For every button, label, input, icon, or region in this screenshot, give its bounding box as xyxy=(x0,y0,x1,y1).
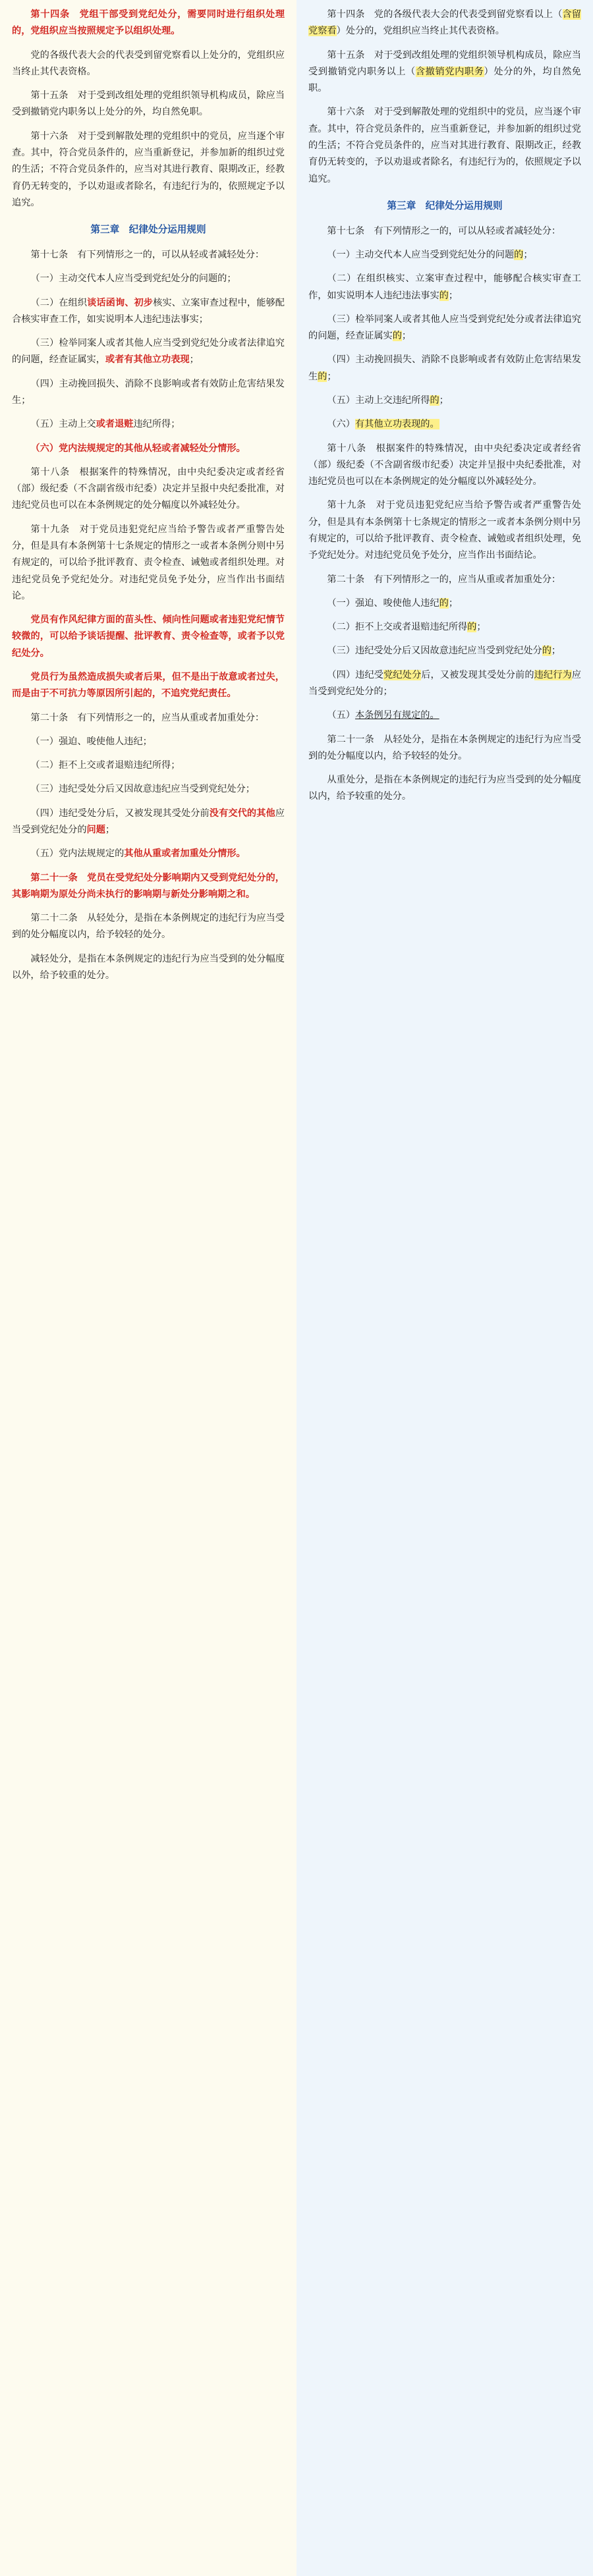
text-run: （五）主动上交违纪所得 xyxy=(327,395,430,406)
text-run: 第十六条 对于受到解散处理的党组织中的党员，应当逐个审查。其中，符合党员条件的，应当重新登记，并参加新的组织过党的生活；不符合党员条件的，应当对其进行教育、限期改正，经教育仍无转变的，予以劝退或者除名，有违纪行为的，依照规定予以追究。 xyxy=(12,130,285,208)
text-run: 减轻处分，是指在本条例规定的违纪行为应当受到的处分幅度以外，给予较重的处分。 xyxy=(12,953,285,981)
text-run: 应当受到党纪处分的 xyxy=(12,808,285,835)
document-paragraph xyxy=(308,312,581,345)
text-run: 党的各级代表大会的代表受到留党察看以上处分的，党组织应当终止其代表资格。 xyxy=(12,49,285,77)
text-run: 有其他立功表现的。 xyxy=(354,419,439,430)
text-run: 本条例另有规定的。 xyxy=(354,710,439,721)
text-run: 第十五条 对于受到改组处理的党组织领导机构成员，除应当受到撤销党内职务以上（ xyxy=(308,49,581,77)
document-paragraph xyxy=(12,247,285,263)
text-run: 的 xyxy=(514,250,524,261)
text-run: ； xyxy=(105,824,115,835)
document-paragraph xyxy=(12,846,285,862)
text-run: 或者有其他立功表现 xyxy=(105,354,190,366)
text-run: ； xyxy=(189,354,199,366)
text-run: 第二十一条 从轻处分，是指在本条例规定的违纪行为应当受到的处分幅度以内，给予较轻的处分。 xyxy=(308,734,581,761)
text-run: （二）拒不上交或者退赔违纪所得 xyxy=(327,622,468,633)
text-run: 第二十条 有下列情形之一的，应当从重或者加重处分： xyxy=(327,574,561,585)
text-run: 第十六条 对于受到解散处理的党组织中的党员，应当逐个审查。其中，符合党员条件的，应当重新登记，并参加新的组织过党的生活；不符合党员条件的，应当对其进行教育、限期改正，经教育仍无转变的，予以劝退或者除名，有违纪行为的，依照规定予以追究。 xyxy=(308,107,581,184)
text-run: （四）主动挽回损失、消除不良影响或者有效防止危害结果发生； xyxy=(12,378,285,406)
text-run: 应当受到党纪处分的； xyxy=(308,669,581,697)
text-run: 党纪处分 xyxy=(383,669,422,680)
document-paragraph xyxy=(308,707,581,724)
document-paragraph xyxy=(308,497,581,564)
document-paragraph xyxy=(308,572,581,588)
document-paragraph xyxy=(308,393,581,409)
text-run: 或者退赃 xyxy=(96,419,134,430)
text-run: ； xyxy=(327,371,337,382)
text-run: 第二十条 有下列情形之一的，应当从重或者加重处分： xyxy=(30,712,265,723)
text-run: （五） xyxy=(327,710,355,721)
text-run: （三）检举同案人或者其他人应当受到党纪处分或者法律追究的问题，经查证属实 xyxy=(308,314,581,342)
text-run: ； xyxy=(476,622,486,633)
chapter-heading xyxy=(308,198,581,215)
text-run: 第十五条 对于受到改组处理的党组织领导机构成员，除应当受到撤销党内职务以上处分的外，均自然免职。 xyxy=(12,90,285,118)
document-paragraph xyxy=(12,951,285,985)
document-paragraph xyxy=(308,352,581,385)
text-run: （一）强迫、唆使他人违纪； xyxy=(30,736,152,747)
text-run: 的 xyxy=(542,645,551,657)
document-paragraph xyxy=(308,104,581,187)
document-paragraph xyxy=(12,464,285,514)
text-run: 第十四条 党组干部受到党纪处分，需要同时进行组织处理的，党组织应当按照规定予以组织处理。 xyxy=(12,9,285,37)
text-run: ； xyxy=(523,250,533,261)
document-paragraph xyxy=(308,619,581,636)
text-run: （五）主动上交 xyxy=(30,419,96,430)
text-run: 的 xyxy=(467,622,477,633)
document-paragraph xyxy=(12,781,285,798)
text-run: （二）拒不上交或者退赔违纪所得； xyxy=(30,760,181,771)
document-paragraph xyxy=(308,643,581,659)
document-paragraph xyxy=(308,772,581,806)
document-paragraph xyxy=(308,595,581,612)
text-run: 的 xyxy=(439,290,449,301)
text-run: ； xyxy=(448,597,459,609)
text-run: 第二十一条 党员在受党纪处分影响期内又受到党纪处分的，其影响期为原处分尚未执行的影响期与新处分影响期之和。 xyxy=(12,872,285,900)
text-run: ； xyxy=(448,290,459,301)
document-paragraph xyxy=(12,7,285,40)
text-run: （三）检举同案人或者其他人应当受到党纪处分或者法律追究的问题，经查证属实， xyxy=(12,338,285,366)
text-run: 含撤销党内职务 xyxy=(415,66,484,77)
document-paragraph xyxy=(12,612,285,662)
text-run: 谈话函询、初步 xyxy=(87,297,154,308)
text-run: ； xyxy=(551,645,561,657)
document-paragraph xyxy=(12,295,285,329)
document-paragraph xyxy=(12,376,285,410)
text-run: ）处分的外，均自然免职。 xyxy=(308,66,581,94)
text-run: 党员有作风纪律方面的苗头性、倾向性问题或者违犯党纪情节较微的，可以给予谈话提醒、批评教育、责令检查等，或者予以党纪处分。 xyxy=(12,615,285,659)
text-run: 的 xyxy=(318,371,327,382)
document-paragraph xyxy=(12,669,285,703)
text-run: 党员行为虽然造成损失或者后果，但不是出于故意或者过失，而是由于不可抗力等原因所引起的，不追究党纪责任。 xyxy=(12,671,285,699)
text-run: （四）违纪受 xyxy=(327,669,384,680)
document-paragraph xyxy=(12,441,285,457)
text-run: （一）强迫、唆使他人违纪 xyxy=(327,597,439,609)
text-run: 第十八条 根据案件的特殊情况，由中央纪委决定或者经省（部）级纪委（不含副省级市纪委）决定并呈报中央纪委批准，对违纪党员也可以在本条例规定的处分幅度以外减轻处分。 xyxy=(12,466,285,511)
text-run: 核实、立案审查过程中，能够配合核实审查工作，如实说明本人违纪违法事实； xyxy=(12,297,285,325)
document-paragraph xyxy=(308,667,581,701)
text-run: 第二十二条 从轻处分，是指在本条例规定的违纪行为应当受到的处分幅度以内，给予较轻的处分。 xyxy=(12,913,285,941)
text-run: （三）违纪受处分后又因故意违纪应当受到党纪处分； xyxy=(30,784,255,795)
text-run: （二）在组织核实、立案审查过程中，能够配合核实审查工作，如实说明本人违纪违法事实 xyxy=(308,273,581,301)
text-run: （二）在组织 xyxy=(30,297,88,308)
text-run: 的 xyxy=(392,331,402,342)
document-paragraph xyxy=(308,47,581,97)
text-run: 第十八条 根据案件的特殊情况，由中央纪委决定或者经省（部）级纪委（不含副省级市纪委）决定并呈报中央纪委批准，对违纪党员也可以在本条例规定的处分幅度以外减轻处分。 xyxy=(308,443,581,487)
text-run: （四）主动挽回损失、消除不良影响或者有效防止危害结果发生 xyxy=(308,354,581,382)
chapter-heading xyxy=(12,222,285,239)
document-paragraph xyxy=(12,335,285,369)
document-paragraph xyxy=(308,416,581,433)
document-paragraph xyxy=(12,271,285,287)
text-run: （三）违纪受处分后又因故意违纪应当受到党纪处分 xyxy=(327,645,542,657)
text-run: （五）党内法规规定的 xyxy=(30,848,125,860)
text-run: （六）党内法规规定的其他从轻或者减轻处分情形。 xyxy=(30,443,246,454)
document-paragraph xyxy=(12,47,285,81)
text-run: 后，又被发现其受处分前的 xyxy=(421,669,534,680)
text-run: 第十九条 对于党员违犯党纪应当给予警告或者严重警告处分，但是具有本条例第十七条规定的情形之一或者本条例分则中另有规定的，可以给予批评教育、责令检查、诫勉或者组织处理。对违纪党员免予党纪处分。对违纪党员免予处分，应当作出书面结论。 xyxy=(12,524,285,601)
document-paragraph xyxy=(308,247,581,263)
text-run: 第十四条 党的各级代表大会的代表受到留党察看以上（ xyxy=(327,9,563,20)
text-run: 的 xyxy=(430,395,439,406)
text-run: ； xyxy=(439,395,449,406)
text-run: 从重处分，是指在本条例规定的违纪行为应当受到的处分幅度以内，给予较重的处分。 xyxy=(308,775,581,802)
document-paragraph xyxy=(12,734,285,750)
document-paragraph xyxy=(308,271,581,304)
text-run: ）处分的，党组织应当终止其代表资格。 xyxy=(336,26,505,37)
text-run: 第十七条 有下列情形之一的，可以从轻或者减轻处分： xyxy=(327,225,561,236)
text-run: （四）违纪受处分后，又被发现其受处分前 xyxy=(30,808,210,819)
text-run: 含留党察看 xyxy=(308,9,581,37)
document-paragraph xyxy=(12,910,285,944)
document-paragraph xyxy=(12,128,285,211)
text-run: 第三章 纪律处分运用规则 xyxy=(90,225,206,236)
document-paragraph xyxy=(12,870,285,904)
text-run: （六） xyxy=(327,419,355,430)
document-paragraph xyxy=(12,522,285,605)
document-paragraph xyxy=(12,757,285,774)
document-paragraph xyxy=(308,7,581,40)
text-run: （一）主动交代本人应当受到党纪处分的问题的； xyxy=(30,273,237,285)
text-run: 没有交代的其他 xyxy=(209,808,275,819)
text-run: 第三章 纪律处分运用规则 xyxy=(387,200,503,211)
document-paragraph xyxy=(12,416,285,433)
document-paragraph xyxy=(12,710,285,726)
document-paragraph xyxy=(12,88,285,121)
document-paragraph xyxy=(308,223,581,240)
text-run: 的 xyxy=(439,597,449,609)
text-run: 违纪行为 xyxy=(534,669,572,680)
text-run: ； xyxy=(401,331,412,342)
text-run: （一）主动交代本人应当受到党纪处分的问题 xyxy=(327,250,515,261)
text-run: 其他从重或者加重处分情形。 xyxy=(124,848,246,860)
document-paragraph xyxy=(308,732,581,765)
text-run: 第十七条 有下列情形之一的，可以从轻或者减轻处分： xyxy=(30,250,265,261)
text-run: 违纪所得； xyxy=(133,419,181,430)
column-old-version xyxy=(0,0,296,2576)
document-paragraph xyxy=(12,806,285,839)
text-run: 问题 xyxy=(86,824,105,835)
column-new-version xyxy=(296,0,593,2576)
document-paragraph xyxy=(308,441,581,491)
text-run: 第十九条 对于党员违犯党纪应当给予警告或者严重警告处分，但是具有本条例第十七条规定的情形之一或者本条例分则中另有规定的，可以给予批评教育、责令检查、诫勉或者组织处理，免予党纪处分。对违纪党员免予处分，应当作出书面结论。 xyxy=(308,500,581,561)
